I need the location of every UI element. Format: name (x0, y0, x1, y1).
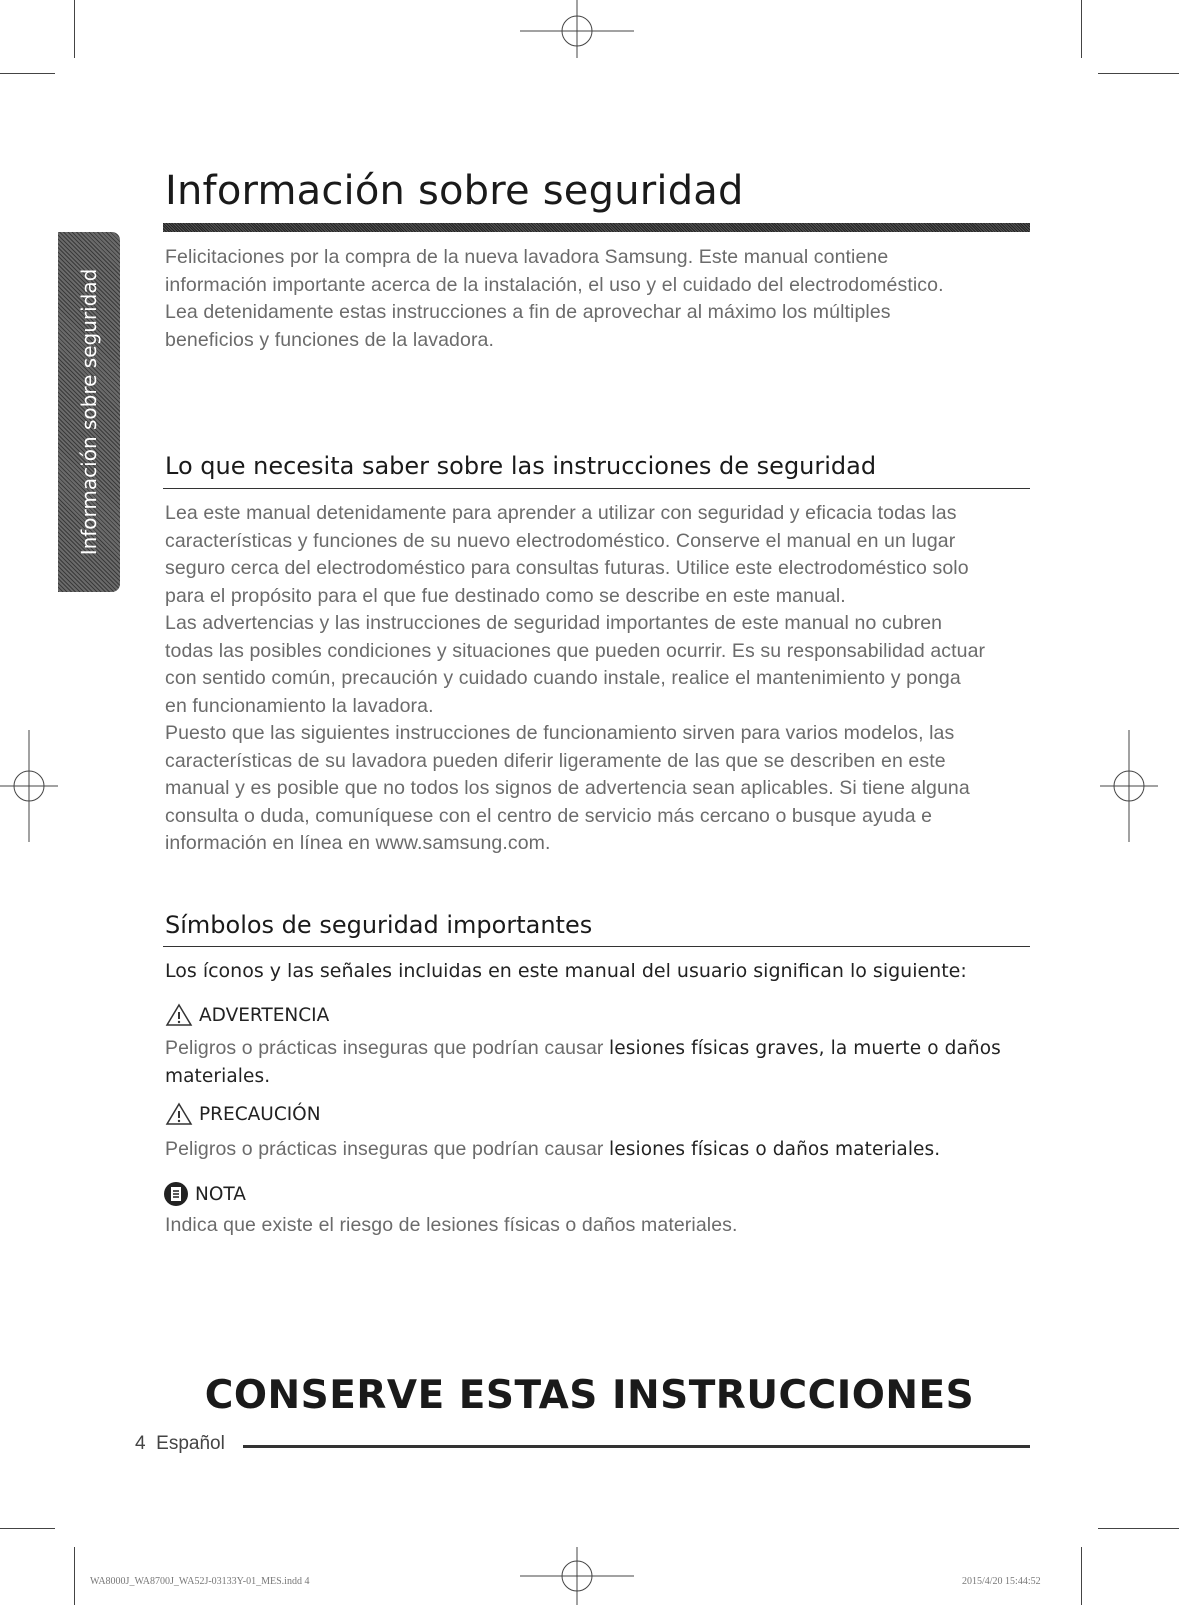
note-icon (163, 1181, 189, 1207)
section2-rule (163, 946, 1030, 947)
body-line: en funcionamiento la lavadora. (165, 694, 434, 717)
warning-text-bold: lesiones físicas graves, la muerte o daños (609, 1038, 1001, 1059)
crop-mark (0, 1528, 55, 1529)
warning-label (165, 1003, 329, 1027)
crop-mark (1081, 0, 1082, 58)
body-line: características y funciones de su nuevo electrodoméstico. Conserve el manual en un lugar (165, 529, 956, 552)
warning-text-plain: Peligros o prácticas inseguras que podrían causar (165, 1037, 609, 1059)
body-line: información en línea en www.samsung.com. (165, 832, 551, 854)
print-slug-file: WA8000J_WA8700J_WA52J-03133Y-01_MES.indd 4 (90, 1576, 310, 1587)
section2-heading: Símbolos de seguridad importantes (165, 911, 593, 939)
caution-text-bold: lesiones físicas o daños materiales. (609, 1139, 941, 1160)
body-line: Las advertencias y las instrucciones de seguridad importantes de este manual no cubren (165, 612, 943, 634)
keep-instructions-banner: CONSERVE ESTAS INSTRUCCIONES (204, 1373, 975, 1418)
warning-text-line2: materiales. (165, 1065, 271, 1087)
crop-mark (0, 73, 55, 74)
warning-line2 (165, 1063, 1001, 1091)
note-text: Indica que existe el riesgo de lesiones físicas o daños materiales. (165, 1214, 738, 1236)
caution-text (165, 1136, 940, 1164)
print-slug-date: 2015/4/20 15:44:52 (962, 1576, 1041, 1587)
title-rule (163, 223, 1030, 232)
caution-text-plain: Peligros o prácticas inseguras que podrían causar (165, 1138, 609, 1160)
section1-body (165, 500, 985, 858)
warning-line1 (165, 1035, 1001, 1063)
section2-lead: Los íconos y las señales incluidas en este manual del usuario significan lo siguiente: (165, 960, 967, 982)
intro-line: Felicitaciones por la compra de la nueva lavadora Samsung. Este manual contiene (165, 246, 889, 268)
caution-line (165, 1136, 940, 1164)
page-number: 4 (135, 1433, 146, 1454)
section1-rule (163, 488, 1030, 489)
registration-mark-top (520, 0, 634, 58)
crop-mark (1081, 1547, 1082, 1605)
registration-mark-right (1100, 730, 1158, 842)
side-tab-label: Información sobre seguridad (77, 268, 101, 556)
intro-line: beneficios y funciones de la lavadora. (165, 328, 495, 351)
intro-paragraph (165, 244, 944, 354)
caution-label (165, 1102, 321, 1126)
intro-line: Lea detenidamente estas instrucciones a fin de aprovechar al máximo los múltiples (165, 301, 891, 323)
footer-rule (243, 1445, 1030, 1448)
body-line: con sentido común, precaución y cuidado cuando instale, realice el mantenimiento y ponga (165, 667, 961, 689)
intro-line: información importante acerca de la instalación, el uso y el cuidado del electrodoméstico. (165, 273, 944, 296)
body-line: manual y es posible que no todos los signos de advertencia sean aplicables. Si tiene alguna (165, 777, 970, 799)
body-line: todas las posibles condiciones y situaciones que pueden ocurrir. Es su responsabilidad actuar (165, 639, 986, 662)
section1-heading: Lo que necesita saber sobre las instrucciones de seguridad (165, 452, 877, 480)
page-title: Información sobre seguridad (165, 168, 744, 214)
registration-mark-left (0, 730, 58, 842)
page-footer (135, 1433, 225, 1455)
registration-mark-bottom (520, 1547, 634, 1605)
body-line: Puesto que las siguientes instrucciones de funcionamiento sirven para varios modelos, las (165, 722, 955, 744)
warning-triangle-icon (165, 1003, 193, 1027)
body-line: para el propósito para el que fue destinado como se describe en este manual. (165, 584, 846, 607)
language-label: Español (156, 1433, 225, 1454)
crop-mark (1098, 73, 1179, 74)
note-label-text: NOTA (195, 1183, 246, 1205)
body-line: consulta o duda, comuníquese con el centro de servicio más cercano o busque ayuda e (165, 804, 933, 827)
crop-mark (1098, 1528, 1179, 1529)
body-line: seguro cerca del electrodoméstico para consultas futuras. Utilice este electrodoméstico solo (165, 557, 969, 579)
warning-label-text: ADVERTENCIA (199, 1004, 330, 1026)
warning-text (165, 1035, 1001, 1090)
side-tab (58, 232, 120, 592)
crop-mark (74, 0, 75, 58)
body-line: características de su lavadora pueden diferir ligeramente de las que se describen en este (165, 749, 946, 772)
note-label (163, 1181, 246, 1207)
caution-triangle-icon (165, 1102, 193, 1126)
crop-mark (74, 1547, 75, 1605)
body-line: Lea este manual detenidamente para aprender a utilizar con seguridad y eficacia todas las (165, 502, 957, 524)
caution-label-text: PRECAUCIÓN (199, 1103, 321, 1125)
